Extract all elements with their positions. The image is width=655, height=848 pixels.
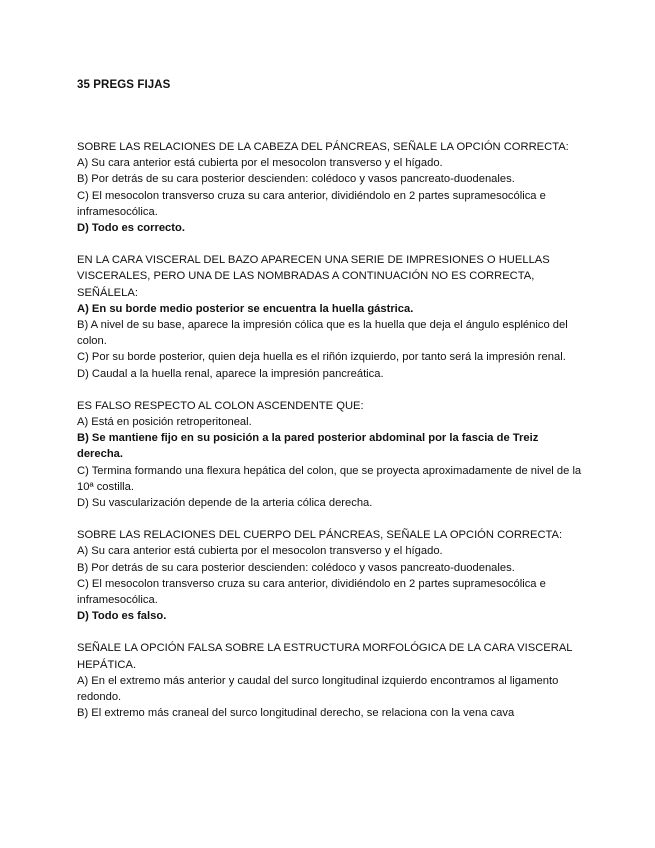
- answer-option-highlighted: D) Todo es falso.: [77, 610, 167, 623]
- answer-option: A) Su cara anterior está cubierta por el mesocolon transverso y el hígado.: [77, 545, 443, 558]
- answer-option: C) El mesocolon transverso cruza su cara anterior, dividiéndolo en 2 partes supramesocólica e inframesocólica.: [77, 189, 546, 218]
- question-list: [77, 139, 582, 722]
- answer-option: B) Por detrás de su cara posterior descienden: colédoco y vasos pancreato-duodenales.: [77, 561, 515, 574]
- question-text: SOBRE LAS RELACIONES DEL CUERPO DEL PÁNCREAS, SEÑALE LA OPCIÓN CORRECTA:: [77, 529, 563, 542]
- question-block: [77, 139, 582, 236]
- answer-option: A) Su cara anterior está cubierta por el mesocolon transverso y el hígado.: [77, 157, 443, 170]
- document-content: [77, 77, 582, 738]
- question-block: [77, 398, 582, 511]
- answer-option: C) Termina formando una flexura hepática del colon, que se proyecta aproximadamente de nivel de la 10ª costilla.: [77, 464, 582, 493]
- answer-option: C) El mesocolon transverso cruza su cara anterior, dividiéndolo en 2 partes supramesocólica e inframesocólica.: [77, 577, 546, 607]
- answer-option-highlighted: D) Todo es correcto.: [77, 222, 185, 235]
- document-title: 35 PREGS FIJAS: [77, 79, 171, 91]
- question-text: SEÑALE LA OPCIÓN FALSA SOBRE LA ESTRUCTURA MORFOLÓGICA DE LA CARA VISCERAL HEPÁTICA.: [77, 642, 573, 671]
- answer-option-highlighted: A) En su borde medio posterior se encuentra la huella gástrica.: [77, 302, 414, 315]
- question-text: EN LA CARA VISCERAL DEL BAZO APARECEN UNA SERIE DE IMPRESIONES O HUELLAS VISCERALES, PERO UNA DE LAS NOMBRADAS A CONTINUACIÓN NO ES CORRECTA, SEÑÁLELA:: [77, 254, 550, 299]
- answer-option-highlighted: B) Se mantiene fijo en su posición a la pared posterior abdominal por la fascia de Treiz derecha.: [77, 432, 539, 461]
- answer-option: A) En el extremo más anterior y caudal del surco longitudinal izquierdo encontramos al ligamento redondo.: [77, 674, 559, 704]
- question-block: [77, 252, 582, 382]
- answer-option: B) El extremo más craneal del surco longitudinal derecho, se relaciona con la vena cava: [77, 707, 515, 720]
- answer-option: B) Por detrás de su cara posterior descienden: colédoco y vasos pancreato-duodenales.: [77, 173, 515, 186]
- answer-option: D) Su vascularización depende de la arteria cólica derecha.: [77, 497, 373, 510]
- question-text: SOBRE LAS RELACIONES DE LA CABEZA DEL PÁNCREAS, SEÑALE LA OPCIÓN CORRECTA:: [77, 141, 569, 153]
- answer-option: B) A nivel de su base, aparece la impresión cólica que es la huella que deja el ángulo esplénico del colon.: [77, 319, 568, 348]
- answer-option: C) Por su borde posterior, quien deja huella es el riñón izquierdo, por tanto será la impresión renal.: [77, 351, 566, 364]
- question-block: [77, 527, 582, 624]
- question-text: ES FALSO RESPECTO AL COLON ASCENDENTE QUE:: [77, 399, 364, 412]
- question-block: [77, 640, 582, 721]
- answer-option: A) Está en posición retroperitoneal.: [77, 416, 252, 429]
- answer-option: D) Caudal a la huella renal, aparece la impresión pancreática.: [77, 367, 384, 380]
